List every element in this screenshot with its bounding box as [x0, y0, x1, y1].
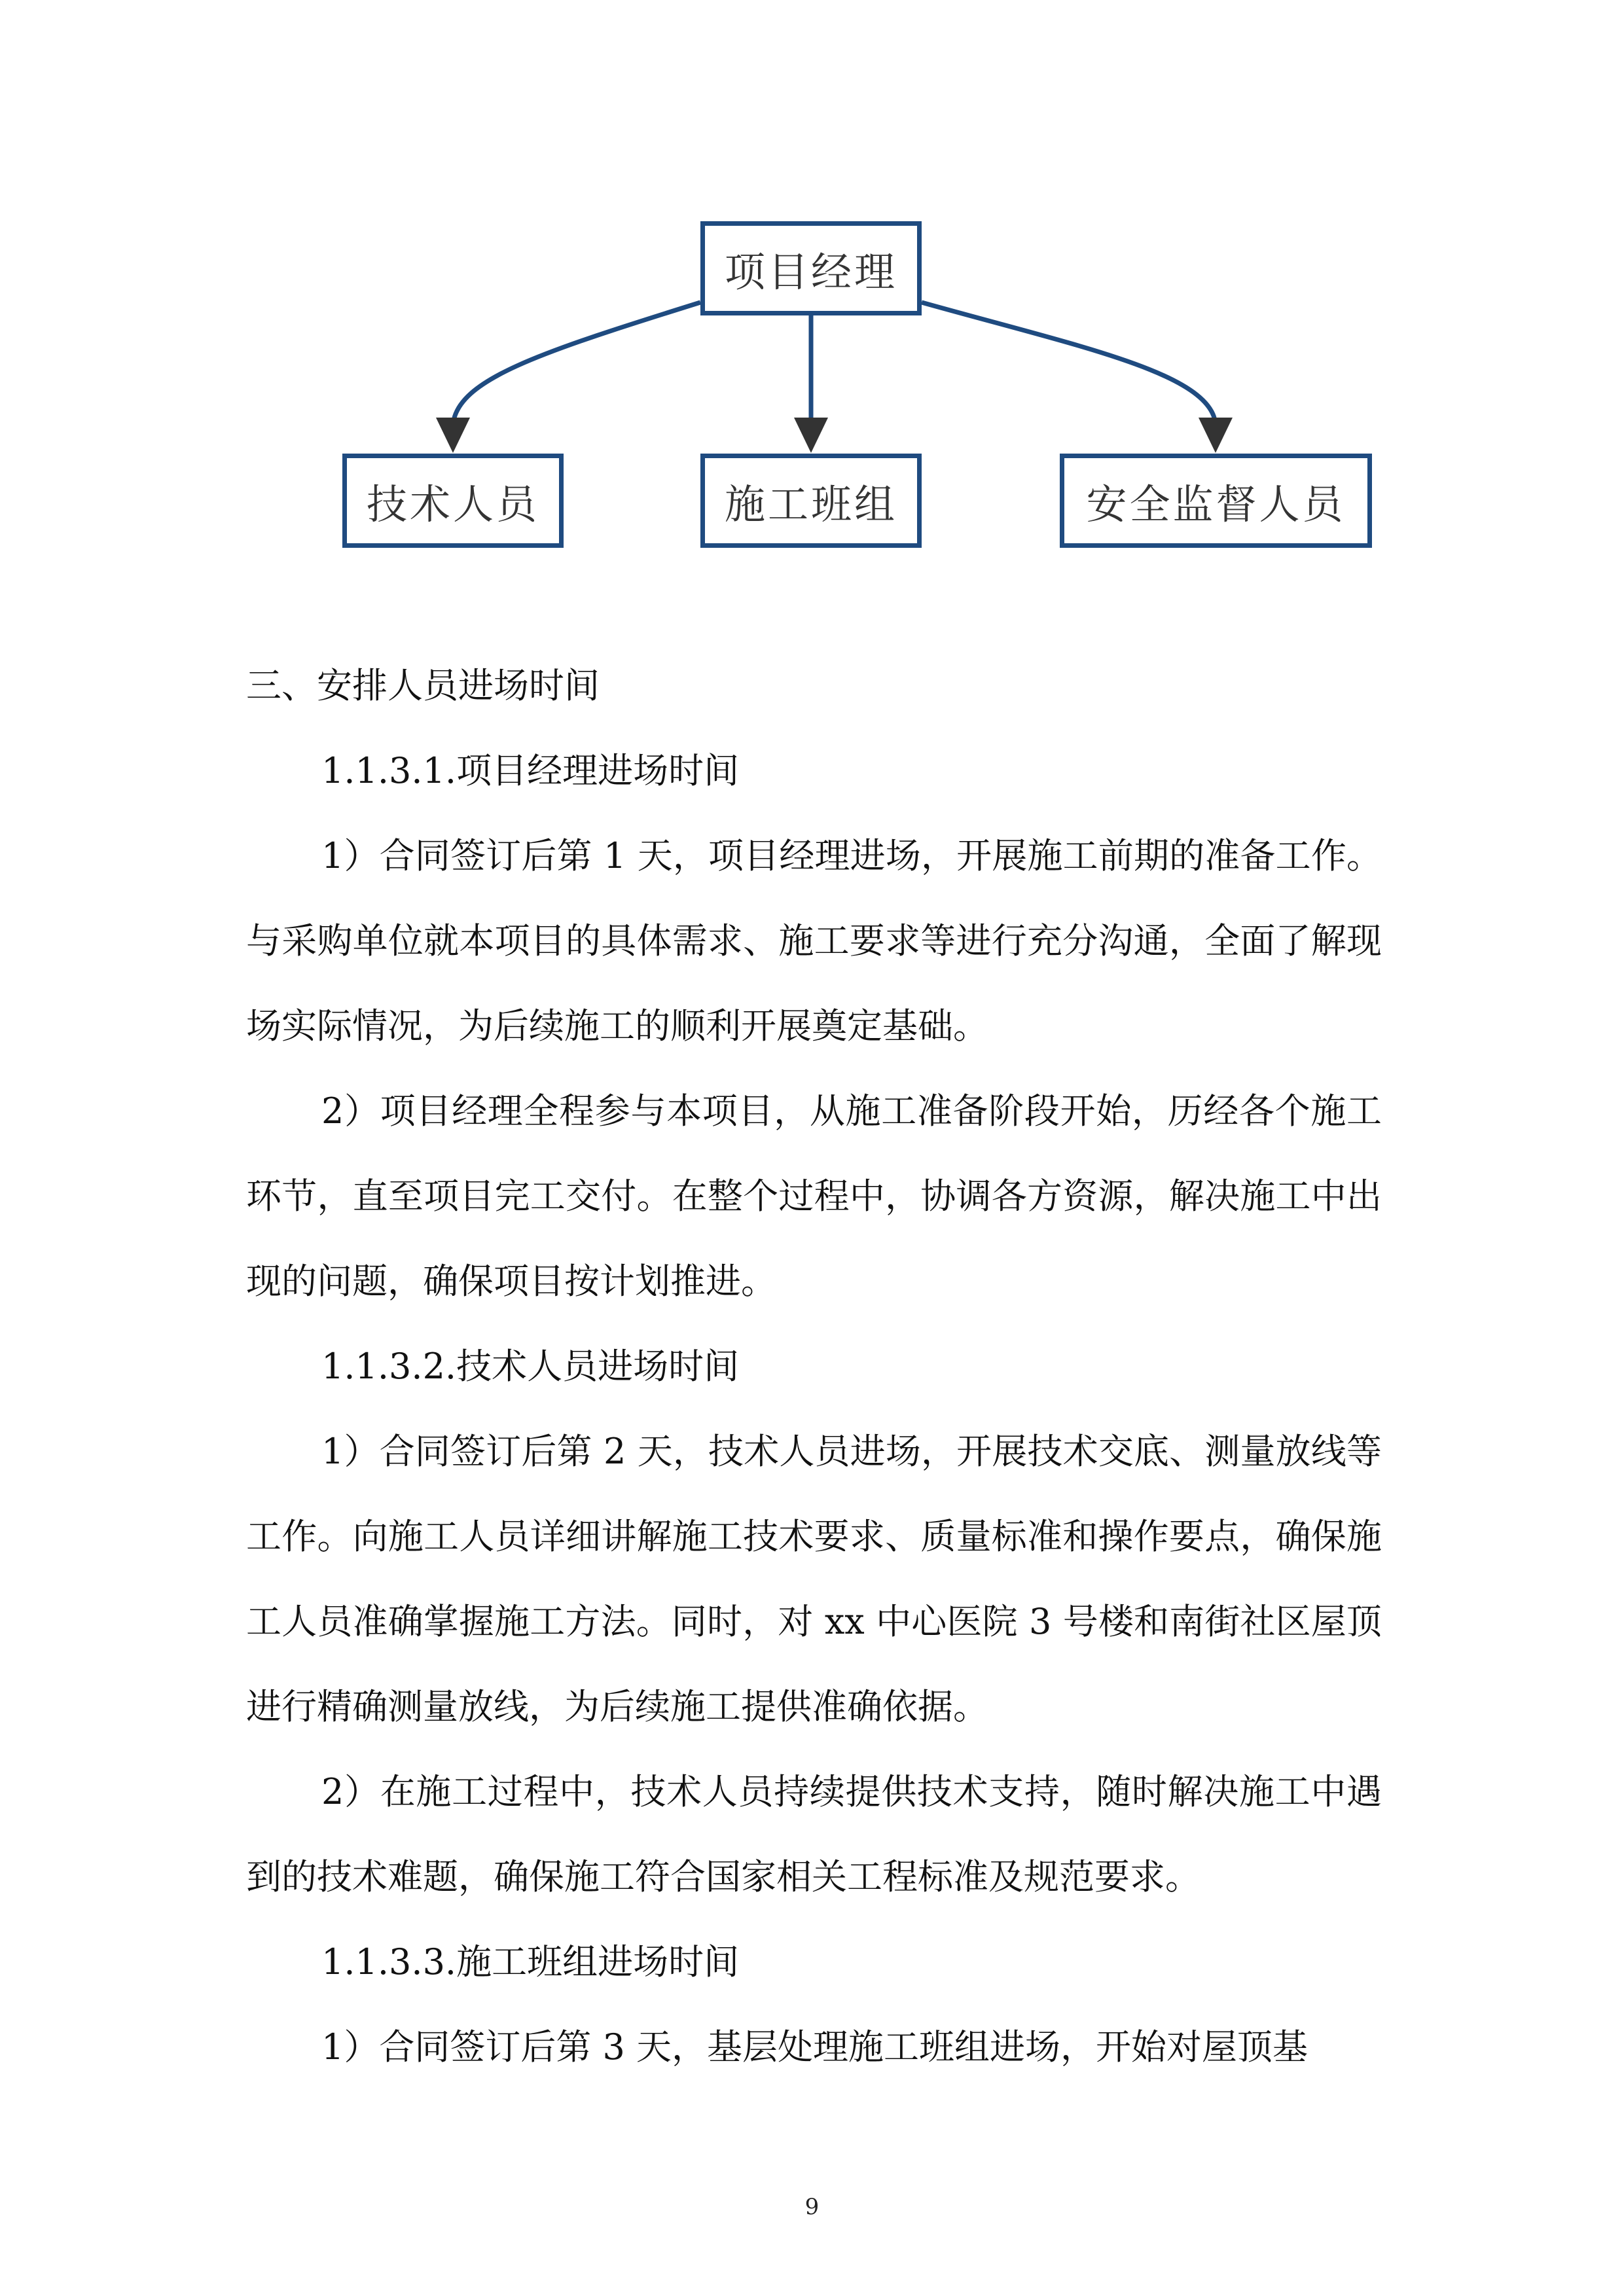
subsection-title-3: 1.1.3.3.施工班组进场时间 [321, 1941, 740, 1982]
paragraph-2-1: 1）合同签订后第 2 天，技术人员进场，开展技术交底、测量放线等工作。向施工人员详细讲解施工技术要求、质量标准和操作要点，确保施工人员准确掌握施工方法。同时，对 xx 中心医院 3 号楼和南街社区屋顶进行精确测量放线，为后续施工提供准确依据。 [246, 1431, 1382, 1727]
paragraph-3-1: 1）合同签订后第 3 天，基层处理施工班组进场，开始对屋顶基 [321, 2026, 1308, 2068]
org-box-technical-staff: 技术人员 [342, 454, 564, 548]
org-box-safety-supervisor: 安全监督人员 [1060, 454, 1372, 548]
page-number: 9 [804, 2194, 820, 2220]
subsection-title-1: 1.1.3.1.项目经理进场时间 [321, 750, 740, 791]
arrowhead-crew-icon [794, 418, 828, 453]
connector-to-safe [922, 302, 1216, 424]
arrowhead-safe-icon [1199, 418, 1233, 453]
paragraph-1-2: 2）项目经理全程参与本项目，从施工准备阶段开始，历经各个施工环节，直至项目完工交付。在整个过程中，协调各方资源，解决施工中出现的问题，确保项目按计划推进。 [246, 1090, 1382, 1302]
arrowhead-tech-icon [436, 418, 470, 453]
connector-to-tech [453, 302, 700, 424]
section-heading: 三、安排人员进场时间 [246, 665, 600, 706]
paragraph-2-2: 2）在施工过程中，技术人员持续提供技术支持，随时解决施工中遇到的技术难题，确保施工符合国家相关工程标准及规范要求。 [246, 1771, 1382, 1897]
subsection-title-2: 1.1.3.2.技术人员进场时间 [321, 1346, 740, 1387]
org-box-construction-crew: 施工班组 [700, 454, 922, 548]
paragraph-1-1: 1）合同签订后第 1 天，项目经理进场，开展施工前期的准备工作。与采购单位就本项目的具体需求、施工要求等进行充分沟通，全面了解现场实际情况，为后续施工的顺利开展奠定基础。 [246, 835, 1382, 1047]
org-box-project-manager: 项目经理 [700, 221, 922, 315]
